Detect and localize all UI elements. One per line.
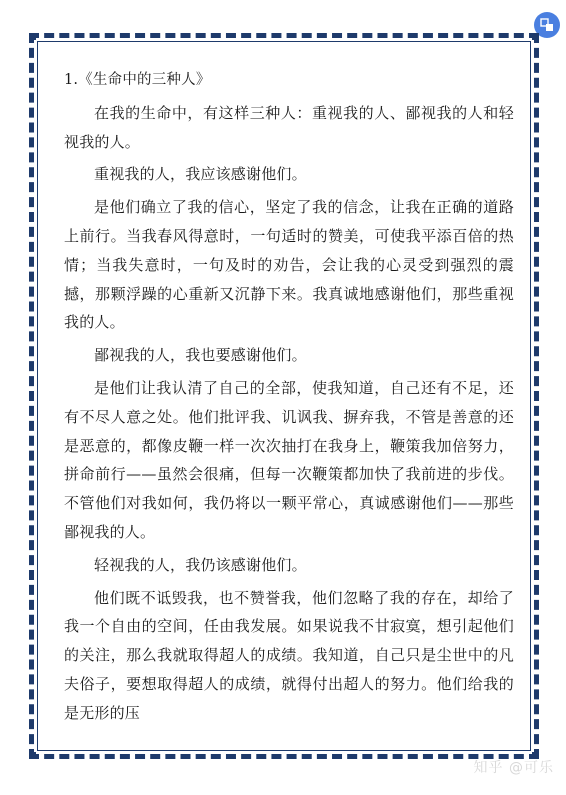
watermark: 知乎 @可乐 [473, 760, 554, 776]
paragraph: 轻视我的人，我仍该感谢他们。 [94, 555, 307, 574]
frame-corner [29, 752, 36, 759]
paragraph: 在我的生命中，有这样三种人：重视我的人、鄙视我的人和轻视我的人。 [64, 103, 514, 151]
frame-corner [29, 33, 36, 40]
document-body [64, 66, 514, 732]
translate-icon-glyph [540, 18, 554, 32]
paragraph: 重视我的人，我应该感谢他们。 [94, 165, 307, 184]
paragraph: 是他们确立了我的信心，坚定了我的信念，让我在正确的道路上前行。当我春风得意时，一句适时的赞美，可使我平添百倍的热情；当我失意时，一句及时的劝告，会让我的心灵受到强烈的震撼，那颗浮躁的心重新又沉静下来。我真诚地感谢他们，那些重视我的人。 [64, 198, 514, 332]
frame-corner [532, 33, 539, 40]
paragraph: 是他们让我认清了自己的全部，使我知道，自己还有不足，还有不尽人意之处。他们批评我、讥讽我、摒弃我，不管是善意的还是恶意的，都像皮鞭一样一次次抽打在我身上，鞭策我加倍努力，拼命前行——虽然会很痛，但每一次鞭策都加快了我前进的步伐。不管他们对我如何，我仍将以一颗平常心，真诚感谢他们——那些鄙视我的人。 [64, 378, 514, 541]
paragraph: 他们既不诋毁我，也不赞誉我，他们忽略了我的存在，却给了我一个自由的空间，任由我发展。如果说我不甘寂寞，想引起他们的关注，那么我就取得超人的成绩。我知道，自己只是尘世中的凡夫俗子，要想取得超人的成绩，就得付出超人的努力。他们给我的是无形的压 [64, 588, 514, 722]
document-title: 1.《生命中的三种人》 [64, 72, 211, 88]
paragraph: 鄙视我的人，我也要感谢他们。 [94, 346, 307, 365]
